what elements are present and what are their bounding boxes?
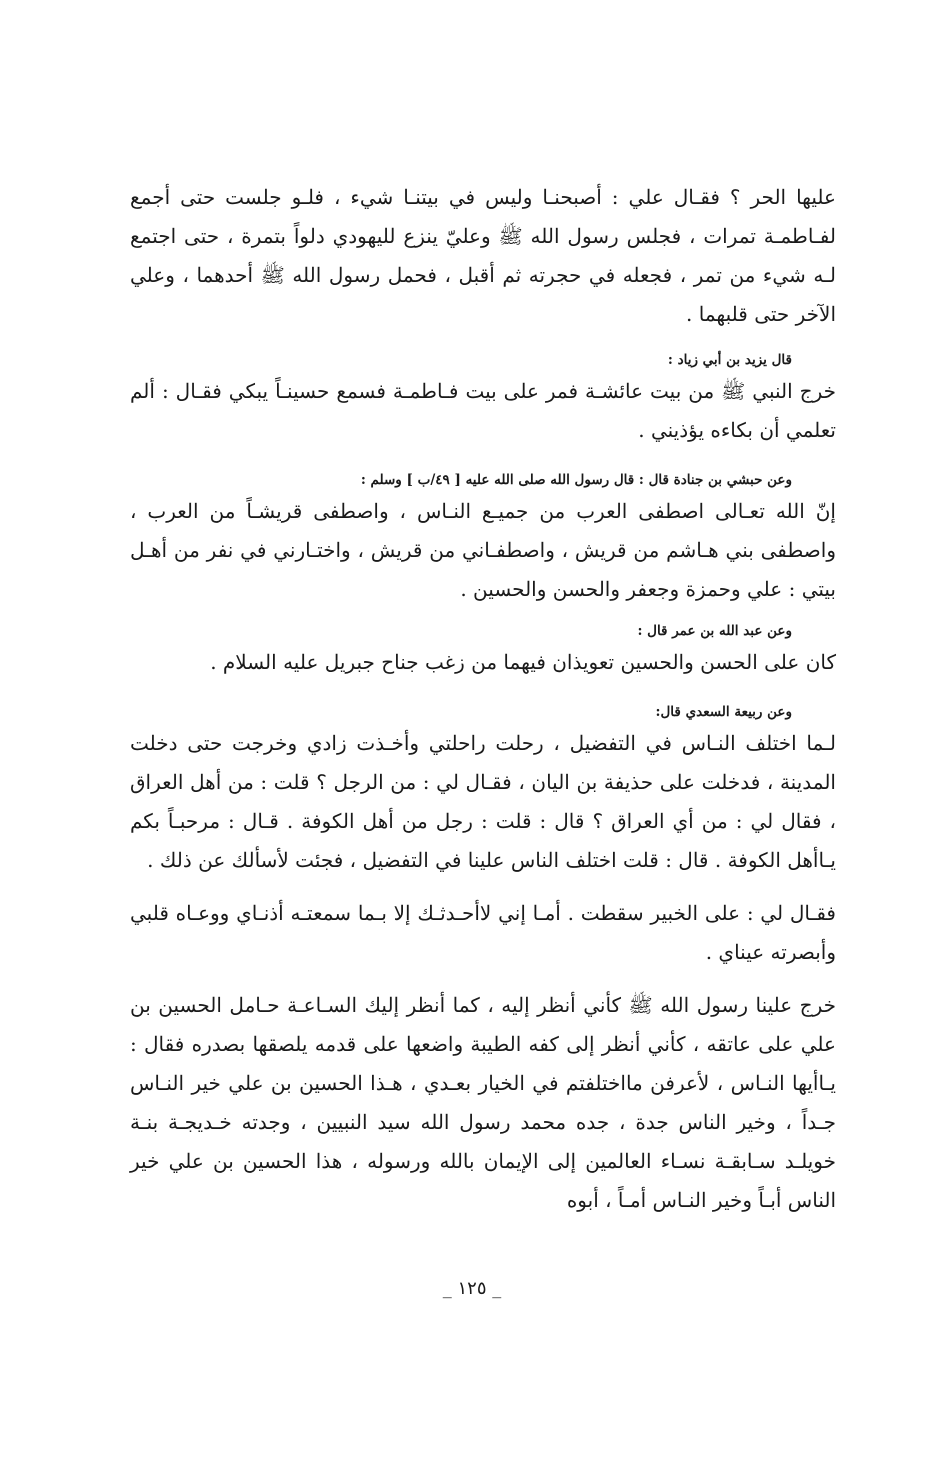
paragraph-best-of-people: خرج علينا رسول الله ﷺ كأني أنظر إليه ، كما أنظر إليك السـاعـة حـامل الحسين بن علي على عاتقه ، كأني أنظر إلى كفه الطيبة واضعها على قدمه يلصقها بصدره فقال : يـاأيها النـاس ، لأعرفن مااختلفتم في الخيار بعـدي ، هـذا الحسين بن علي خير النـاس جـداً ، وخير الناس جدة ، جده محمد رسول الله سيد النبيين ، وجدته خـديجـة بنـة خويلـد سـابقـة نسـاء العالمين إلى الإيمان بالله ورسوله ، هذا الحسين بن علي خير الناس أبـاً وخير النـاس أمـاً ، أبوه [130,993,836,1212]
paragraph-chosen-ones: إنّ الله تعـالى اصطفى العرب من جميـع النـاس ، واصطفى قريشـاً من العرب ، واصطفى بني هـاشم من قريش ، واصطفـاني من قريش ، واختـارني في نفر من أهـل بيتي : علي وحمزة وجعفر والحسن والحسين . [130,499,836,601]
paragraph-husayn-crying: خرج النبي ﷺ من بيت عائشـة فمر على بيت فـاطمـة فسمع حسينـاً يبكي فقـال : ألم تعلمي أن بكاءه يؤذيني . [130,379,836,442]
spacer [130,880,836,894]
spacer [130,609,836,619]
spacer [130,334,836,348]
narrator-line-abdullah: وعن عبد الله بن عمر قال : [637,623,792,639]
book-page-text [130,178,836,1220]
paragraph-hudhayfa-visit: لـما اختلف النـاس في التفضيل ، رحلت راحلتي وأخـذت زادي وخرجت حتى دخلت المدينة ، فدخلت على حذيفة بن اليان ، فقـال لي : من الرجل ؟ قلت : من أهل العراق ، فقال لي : من أي العراق ؟ قال : قلت : رجل من أهل الكوفة . قـال : مرحبـاً بكم يـاأهل الكوفة . قال : قلت اختلف الناس علينا في التفضيل ، فجئت لأسألك عن ذلك . [130,731,836,872]
narrator-line-habashi: وعن حبشي بن جنادة قال : قال رسول الله صلى الله عليه [ ٤٩/ب ] وسلم : [360,472,792,488]
narrator-line-rabia: وعن ربيعة السعدي قال: [655,704,792,720]
spacer [130,682,836,700]
page-number: _ ١٢٥ _ [442,1278,502,1299]
paragraph-amulets: كان على الحسن والحسين تعويذان فيهما من زغب جناح جبريل عليه السلام . [210,650,836,674]
narrator-line-yazid: قال يزيد بن أبي زياد : [667,352,792,368]
spacer [130,972,836,986]
paragraph-hudhayfa-reply: فقـال لي : على الخبير سقطت . أمـا إني لاأحـدثـك إلا بـما سمعتـه أذنـاي ووعـاه قلبي وأبصرته عيناي . [130,901,836,964]
paragraph-fatima-dates: عليها الحر ؟ فقـال علي : أصبحنـا وليس في بيتنـا شيء ، فلـو جلست حتى أجمع لفـاطمـة تمرات ، فجلس رسول الله ﷺ وعليّ ينزع لليهودي دلواً بتمرة ، حتى اجتمع لـه شيء من تمر ، فجعله في حجرته ثم أقبل ، فحمل رسول الله ﷺ أحدهما ، وعلي الآخر حتى قلبهما . [130,185,836,326]
spacer [130,450,836,468]
